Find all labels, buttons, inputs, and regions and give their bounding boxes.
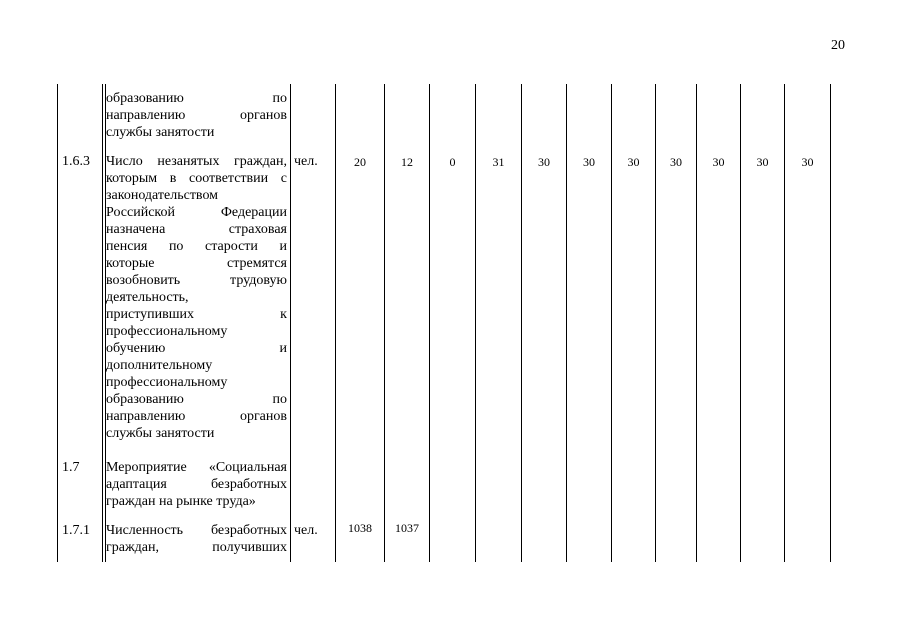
description-line: профессиональному <box>106 324 228 339</box>
description-line: законодательством <box>106 188 219 203</box>
description-line: Российской Федерации <box>106 205 287 220</box>
row-code: 1.6.3 <box>62 154 90 169</box>
description-line: возобновить трудовую <box>106 273 287 288</box>
row-value: 1038 <box>348 521 372 535</box>
col-border <box>290 84 291 562</box>
description-line: службы занятости <box>106 125 215 140</box>
row-value: 31 <box>492 155 505 169</box>
row-code: 1.7 <box>62 460 80 475</box>
table-row-description <box>106 90 287 141</box>
description-line: Число незанятых граждан, <box>106 154 287 169</box>
row-value: 30 <box>801 155 814 169</box>
col-border <box>566 84 567 562</box>
row-value: 0 <box>449 155 456 169</box>
description-line: которые стремятся <box>106 256 287 271</box>
col-border <box>384 84 385 562</box>
col-border <box>696 84 697 562</box>
description-line: профессиональному <box>106 375 228 390</box>
col-border <box>655 84 656 562</box>
col-border <box>521 84 522 562</box>
table-row-description <box>106 522 287 556</box>
description-line: службы занятости <box>106 426 215 441</box>
description-line: обучению и <box>106 341 287 356</box>
description-line: назначена страховая <box>106 222 287 237</box>
description-line: граждан на рынке труда» <box>106 494 256 509</box>
table-row-description <box>106 153 287 442</box>
description-line: которым в соответствии с <box>106 171 287 186</box>
col-border <box>429 84 430 562</box>
description-line: дополнительному <box>106 358 213 373</box>
description-line: направлению органов <box>106 409 287 424</box>
description-line: образованию по <box>106 392 287 407</box>
col-border <box>475 84 476 562</box>
description-line: Мероприятие «Социальная <box>106 460 287 475</box>
row-code: 1.7.1 <box>62 523 90 538</box>
col-border <box>57 84 58 562</box>
description-line: Численность безработных <box>106 523 287 538</box>
description-line: образованию по <box>106 91 287 106</box>
row-value: 30 <box>756 155 769 169</box>
description-line: приступивших к <box>106 307 287 322</box>
description-line: граждан, получивших <box>106 540 287 555</box>
col-border <box>830 84 831 562</box>
description-line: пенсия по старости и <box>106 239 287 254</box>
col-border <box>611 84 612 562</box>
description-line: деятельность, <box>106 290 189 305</box>
row-unit: чел. <box>294 154 318 169</box>
row-value: 30 <box>670 155 682 169</box>
col-border <box>335 84 336 562</box>
row-value: 20 <box>354 155 366 169</box>
row-value: 30 <box>627 155 640 169</box>
row-value: 30 <box>712 155 725 169</box>
page-number: 20 <box>831 38 845 53</box>
row-unit: чел. <box>294 523 318 538</box>
row-value: 12 <box>401 155 413 169</box>
col-border <box>784 84 785 562</box>
table-row-description <box>106 459 287 510</box>
description-line: направлению органов <box>106 108 287 123</box>
col-border <box>740 84 741 562</box>
row-value: 1037 <box>395 521 419 535</box>
row-value: 30 <box>583 155 595 169</box>
row-value: 30 <box>538 155 550 169</box>
description-line: адаптация безработных <box>106 477 287 492</box>
